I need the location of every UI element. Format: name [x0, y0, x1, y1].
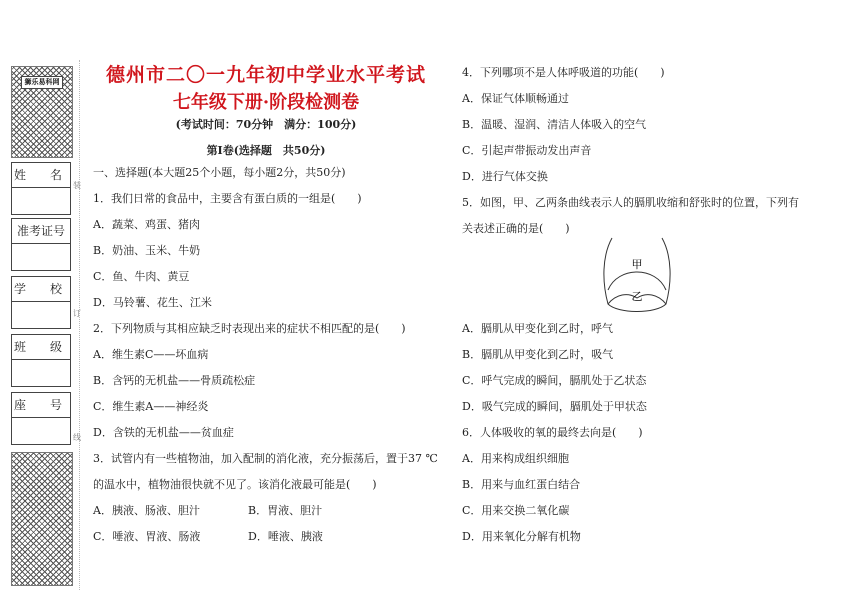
q2-option-a[interactable]: A．维生素C——坏血病	[93, 348, 209, 361]
q4-option-c[interactable]: C．引起声带振动发出声音	[462, 144, 592, 157]
class-label: 班 级	[12, 335, 70, 360]
binding-pattern-bottom	[11, 452, 73, 586]
q5-stem-line1: 5．如图，甲、乙两条曲线表示人的膈肌收缩和舒张时的位置，下列有	[462, 196, 799, 209]
name-blank[interactable]	[12, 188, 70, 214]
q2-stem: 2．下列物质与其相应缺乏时表现出来的症状不相匹配的是( )	[93, 322, 406, 335]
name-field-box	[11, 162, 71, 215]
exam-subtitle: 七年级下册·阶段检测卷	[172, 92, 360, 113]
q4-option-b[interactable]: B．温暖、湿润、清洁人体吸入的空气	[462, 118, 647, 131]
seat-field-box	[11, 392, 71, 445]
label-yi: 乙	[631, 290, 643, 303]
school-blank[interactable]	[12, 302, 70, 328]
q2-option-b[interactable]: B．含钙的无机盐——骨质疏松症	[93, 374, 256, 387]
q4-option-d[interactable]: D．进行气体交换	[462, 170, 548, 183]
exam-time-score: (考试时间：70分钟 满分：100分)	[175, 118, 357, 131]
seat-label: 座 号	[12, 393, 70, 418]
cut-mark-1: 装	[73, 181, 81, 190]
class-field-box	[11, 334, 71, 387]
q1-option-b[interactable]: B．奶油、玉米、牛奶	[93, 244, 201, 257]
exam-number-blank[interactable]	[12, 244, 70, 270]
q3-stem-line2: 的温水中，植物油很快就不见了。该消化液最可能是( )	[93, 478, 377, 491]
school-field-box	[11, 276, 71, 329]
exam-title: 德州市二〇一九年初中学业水平考试	[105, 64, 426, 86]
class-blank[interactable]	[12, 360, 70, 386]
q4-option-a[interactable]: A．保证气体顺畅通过	[462, 92, 569, 105]
name-label: 姓 名	[12, 163, 70, 188]
q1-option-d[interactable]: D．马铃薯、花生、江米	[93, 296, 212, 309]
q6-option-a[interactable]: A．用来构成组织细胞	[462, 452, 569, 465]
q3-stem-line1: 3．试管内有一些植物油，加入配制的消化液，充分振荡后，置于37 ℃	[93, 452, 438, 465]
exam-number-field-box	[11, 218, 71, 271]
cut-mark-2: 订	[73, 309, 81, 318]
q3-option-c[interactable]: C．唾液、胃液、肠液	[93, 530, 201, 543]
q5-option-c[interactable]: C．呼气完成的瞬间，膈肌处于乙状态	[462, 374, 647, 387]
cut-mark-3: 线	[73, 433, 81, 442]
q2-option-d[interactable]: D．含铁的无机盐——贫血症	[93, 426, 234, 439]
q6-stem: 6．人体吸收的氧的最终去向是( )	[462, 426, 643, 439]
q6-option-c[interactable]: C．用来交换二氧化碳	[462, 504, 570, 517]
seat-blank[interactable]	[12, 418, 70, 444]
q4-stem: 4．下列哪项不是人体呼吸道的功能( )	[462, 66, 665, 79]
q3-option-d[interactable]: D．唾液、胰液	[248, 530, 323, 543]
q3-option-a[interactable]: A．胰液、肠液、胆汁	[93, 504, 200, 517]
exam-number-label: 准考证号	[12, 219, 70, 244]
q2-option-c[interactable]: C．维生素A——神经炎	[93, 400, 209, 413]
q5-option-a[interactable]: A．膈肌从甲变化到乙时，呼气	[462, 322, 613, 335]
school-label: 学 校	[12, 277, 70, 302]
volume-title: 第Ⅰ卷(选择题 共50分)	[206, 144, 326, 157]
brand-logo: 狮乐易科网	[21, 76, 63, 89]
q5-option-d[interactable]: D．吸气完成的瞬间，膈肌处于甲状态	[462, 400, 647, 413]
q5-stem-line2: 关表述正确的是( )	[462, 222, 570, 235]
label-jia: 甲	[631, 258, 643, 271]
curve-jia	[608, 272, 666, 290]
q1-stem: 1．我们日常的食品中，主要含有蛋白质的一组是( )	[93, 192, 362, 205]
q3-option-b[interactable]: B．胃液、胆汁	[248, 504, 323, 517]
q6-option-d[interactable]: D．用来氧化分解有机物	[462, 530, 581, 543]
q6-option-b[interactable]: B．用来与血红蛋白结合	[462, 478, 581, 491]
q5-option-b[interactable]: B．膈肌从甲变化到乙时，吸气	[462, 348, 614, 361]
diaphragm-diagram	[602, 234, 672, 318]
q1-option-a[interactable]: A．蔬菜、鸡蛋、猪肉	[93, 218, 200, 231]
binding-line	[79, 60, 80, 590]
q1-option-c[interactable]: C．鱼、牛肉、黄豆	[93, 270, 190, 283]
section-heading: 一、选择题(本大题25个小题，每小题2分，共50分)	[93, 166, 346, 179]
